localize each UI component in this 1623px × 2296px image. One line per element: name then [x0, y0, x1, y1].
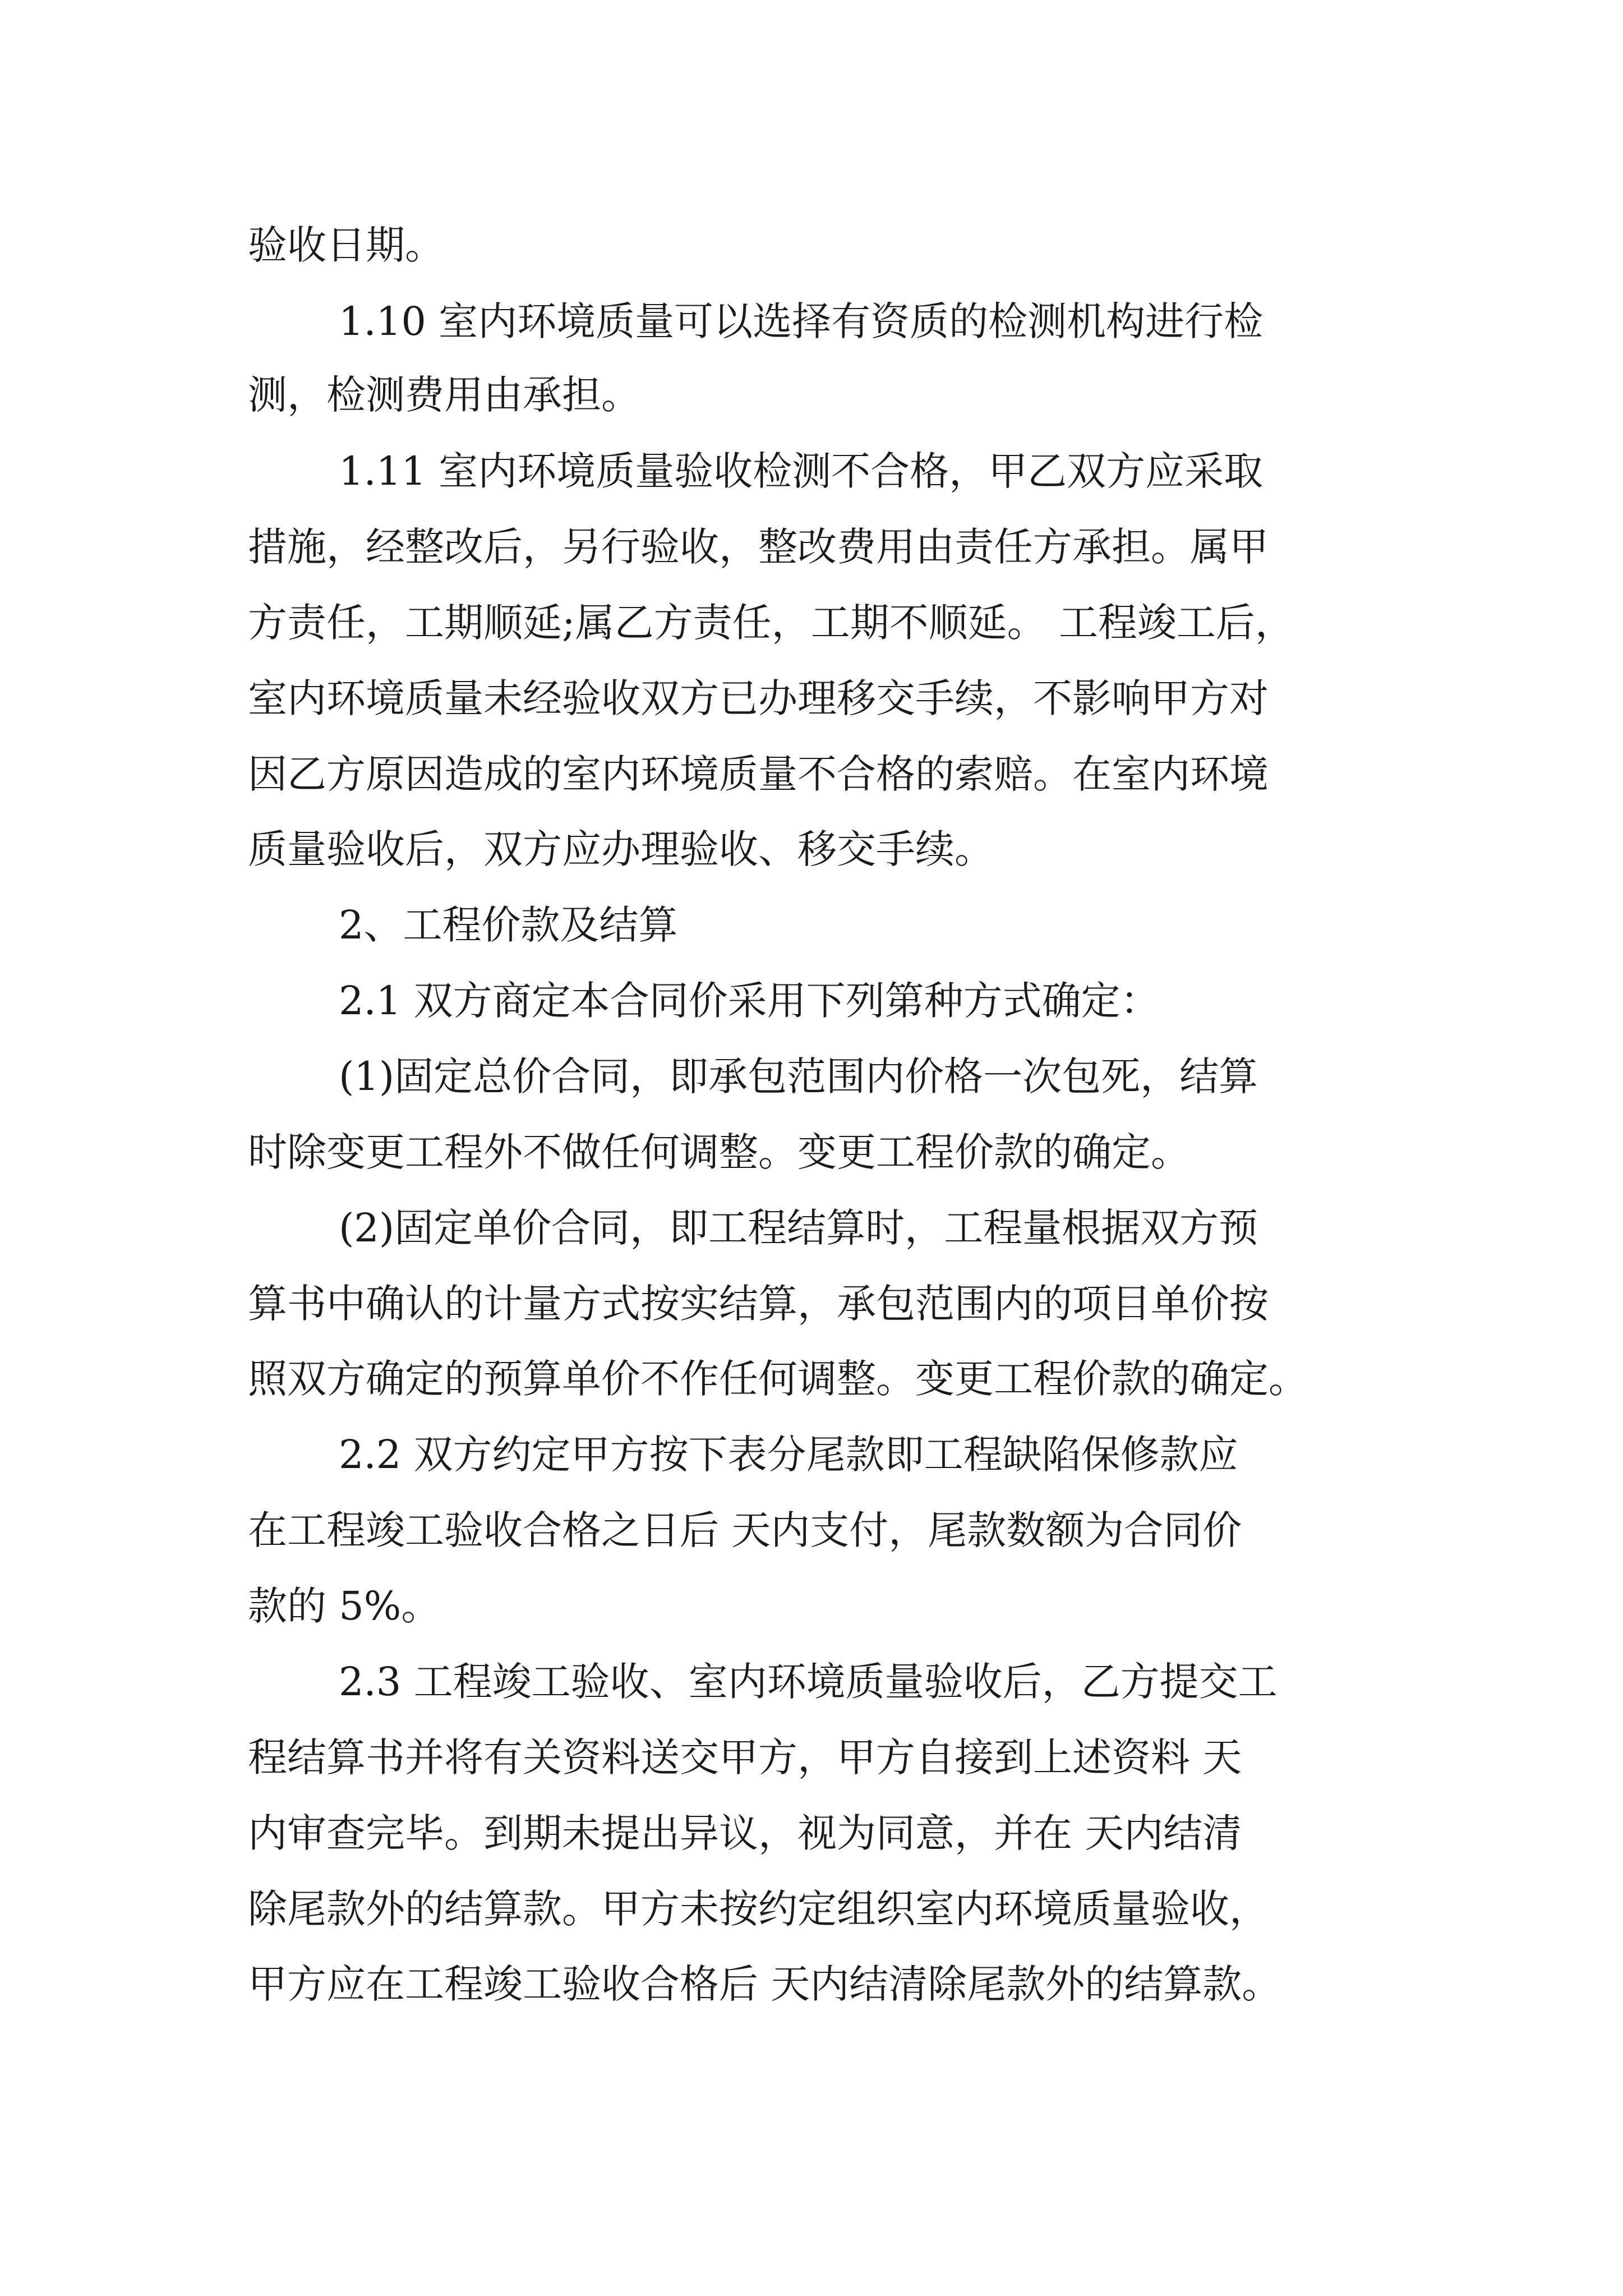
text-line: 2.2 双方约定甲方按下表分尾款即工程缺陷保修款应	[339, 1432, 1238, 1478]
text-line: 照双方确定的预算单价不作任何调整。变更工程价款的确定。	[248, 1356, 1308, 1402]
text-line: 方责任，工期顺延;属乙方责任，工期不顺延。 工程竣工后，	[248, 600, 1294, 646]
section-heading: 2、工程价款及结算	[339, 902, 678, 948]
text-line: 在工程竣工验收合格之日后 天内支付，尾款数额为合同价	[248, 1507, 1242, 1553]
text-line: 1.10 室内环境质量可以选择有资质的检测机构进行检	[339, 298, 1264, 344]
text-line: 措施，经整改后，另行验收，整改费用由责任方承担。属甲	[248, 524, 1269, 570]
text-line: 算书中确认的计量方式按实结算，承包范围内的项目单价按	[248, 1281, 1269, 1327]
text-line: 因乙方原因造成的室内环境质量不合格的索赔。在室内环境	[248, 751, 1269, 797]
text-line: 室内环境质量未经验收双方已办理移交手续，不影响甲方对	[248, 675, 1269, 721]
text-line: (1)固定总价合同，即承包范围内价格一次包死，结算	[339, 1053, 1258, 1099]
text-line: 验收日期。	[248, 222, 444, 268]
text-line: 测，检测费用由承担。	[248, 372, 640, 418]
text-line: 程结算书并将有关资料送交甲方，甲方自接到上述资料 天	[248, 1734, 1242, 1780]
text-line: 质量验收后，双方应办理验收、移交手续。	[248, 826, 994, 872]
text-line: 时除变更工程外不做任何调整。变更工程价款的确定。	[248, 1129, 1190, 1175]
text-line: 除尾款外的结算款。甲方未按约定组织室内环境质量验收，	[248, 1886, 1269, 1932]
text-line: 2.3 工程竣工验收、室内环境质量验收后，乙方提交工	[339, 1659, 1278, 1705]
text-line: 款的 5%。	[248, 1583, 441, 1629]
text-line: 甲方应在工程竣工验收合格后 天内结清除尾款外的结算款。	[248, 1961, 1281, 2007]
text-line: 内审查完毕。到期未提出异议，视为同意，并在 天内结清	[248, 1810, 1242, 1856]
text-line: 2.1 双方商定本合同价采用下列第种方式确定：	[339, 978, 1160, 1024]
text-line: 1.11 室内环境质量验收检测不合格，甲乙双方应采取	[339, 448, 1264, 494]
text-line: (2)固定单价合同，即工程结算时，工程量根据双方预	[339, 1205, 1258, 1251]
